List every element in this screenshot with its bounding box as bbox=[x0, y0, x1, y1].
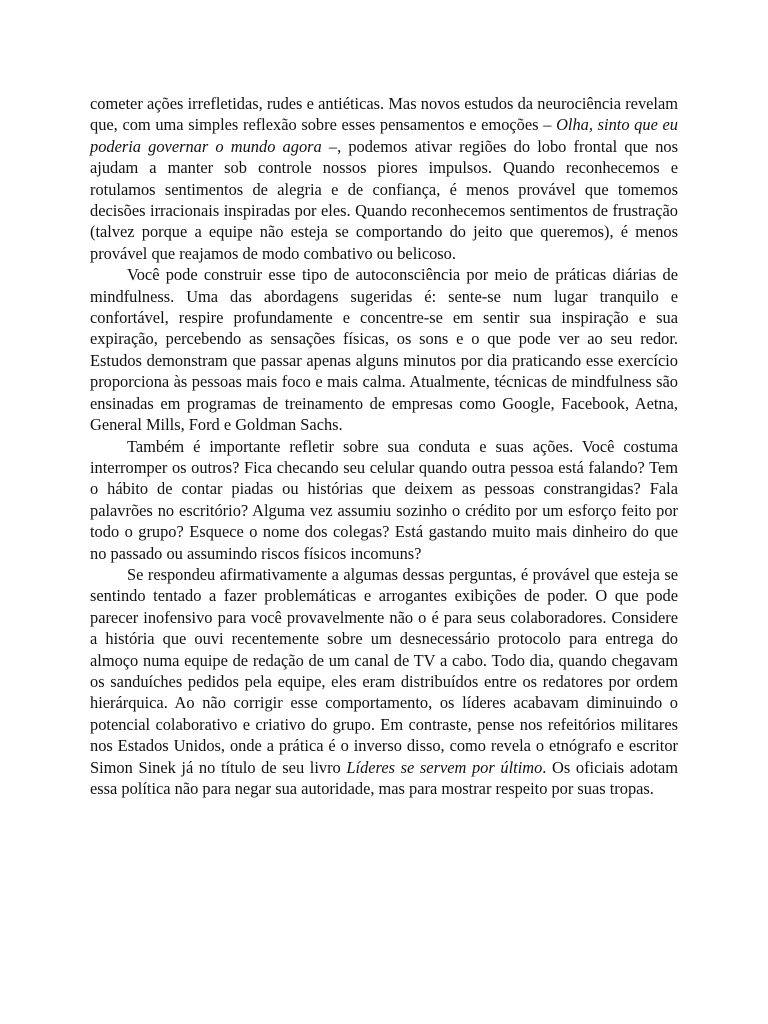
paragraph bbox=[90, 436, 678, 564]
book-title: Líderes se servem por último bbox=[346, 757, 543, 777]
paragraph-text: Também é importante refletir sobre sua conduta e suas ações. Você costuma interromper os outros? Fica checando seu celular quando outra pessoa está falando? Tem o hábito de contar piadas ou histórias que deixem as pessoas constrangidas? Fala palavrões no escritório? Alguma vez assumiu sozinho o crédito por um esforço feito por todo o grupo? Esquece o nome dos colegas? Está gastando muito mais dinheiro do que no passado ou assumindo riscos físicos incomuns? bbox=[90, 436, 678, 563]
paragraph-text: cometer ações irrefletidas, rudes e antiéticas. Mas novos estudos da neurociência revelam que, com uma simples reflexão sobre esses pensamentos e emoções – bbox=[90, 94, 678, 135]
paragraph bbox=[90, 564, 678, 799]
italic-quote: Olha, sinto que eu poderia governar o mundo agora bbox=[90, 115, 678, 156]
paragraph-text: –, podemos ativar regiões do lobo frontal que nos ajudam a manter sob controle nossos piores impulsos. Quando reconhecemos e rotulamos sentimentos de alegria e de confiança, é menos provável que tomemos decisões irracionais inspiradas por eles. Quando reconhecemos sentimentos de frustração (talvez porque a equipe não esteja se comportando do jeito que queremos), é menos provável que reajamos de modo combativo ou belicoso. bbox=[90, 136, 678, 263]
paragraph bbox=[90, 93, 678, 264]
paragraph bbox=[90, 264, 678, 435]
paragraph-text: Se respondeu afirmativamente a algumas dessas perguntas, é provável que esteja se sentindo tentado a fazer problemáticas e arrogantes exibições de poder. O que pode parecer inofensivo para você provavelmente não o é para seus colaboradores. Considere a história que ouvi recentemente sobre um desnecessário protocolo para entrega do almoço numa equipe de redação de um canal de TV a cabo. Todo dia, quando chegavam os sanduíches pedidos pela equipe, eles eram distribuídos entre os redatores por ordem hierárquica. Ao não corrigir esse comportamento, os líderes acabavam diminuindo o potencial colaborativo e criativo do grupo. Em contraste, pense nos refeitórios militares nos Estados Unidos, onde a prática é o inverso disso, como revela o etnógrafo e escritor Simon Sinek já no título de seu livro bbox=[90, 564, 678, 777]
document-page bbox=[90, 93, 678, 799]
paragraph-text: . Os oficiais adotam essa política não para negar sua autoridade, mas para mostrar respeito por suas tropas. bbox=[90, 757, 679, 798]
paragraph-text: Você pode construir esse tipo de autoconsciência por meio de práticas diárias de mindfulness. Uma das abordagens sugeridas é: sente-se num lugar tranquilo e confortável, respire profundamente e concentre-se em sentir sua inspiração e sua expiração, percebendo as sensações físicas, os sons e o que pode ver ao seu redor. Estudos demonstram que passar apenas alguns minutos por dia praticando esse exercício proporciona às pessoas mais foco e mais calma. Atualmente, técnicas de mindfulness são ensinadas em programas de treinamento de empresas como Google, Facebook, Aetna, General Mills, Ford e Goldman Sachs. bbox=[90, 265, 678, 435]
